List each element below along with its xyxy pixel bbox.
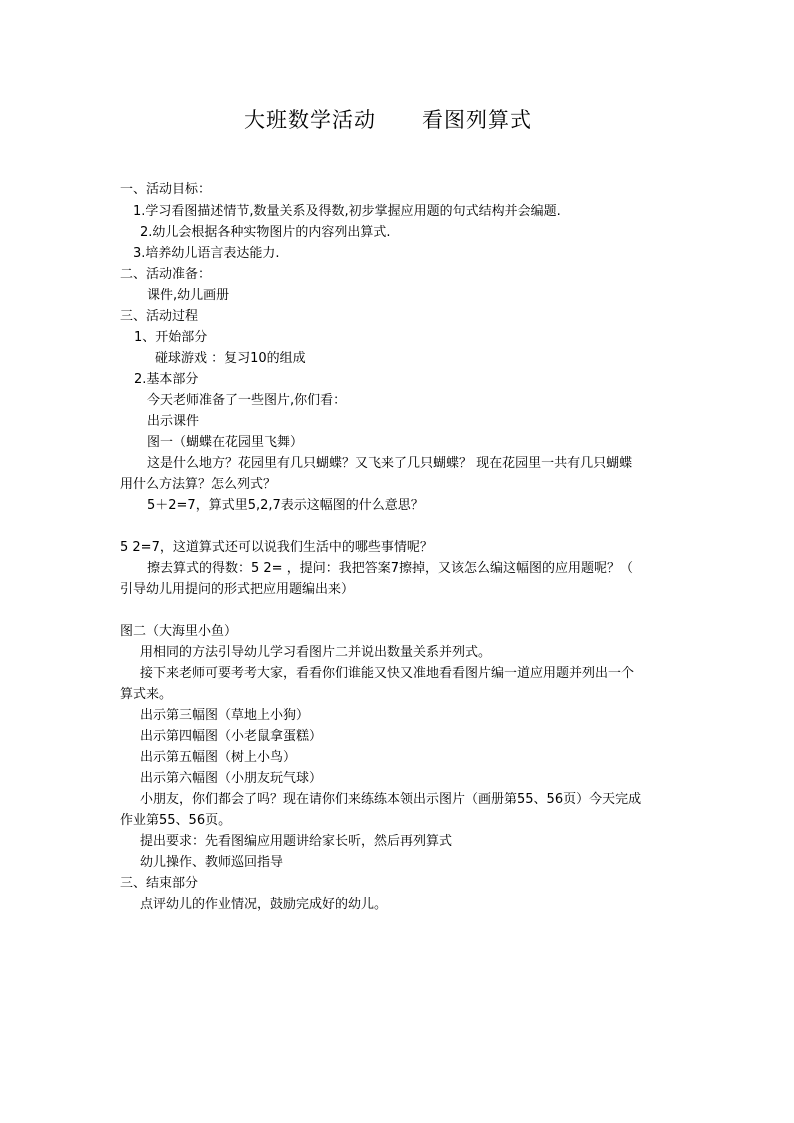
paragraph-line: 幼儿操作、教师巡回指导 — [140, 855, 284, 870]
paragraph-line: 出示课件 — [147, 414, 200, 429]
paragraph-line: 算式来。 — [120, 687, 173, 702]
process-part-1-heading: 1、开始部分 — [134, 330, 208, 345]
goal-item-2: 2.幼儿会根据各种实物图片的内容列出算式. — [140, 225, 391, 240]
title-part-1: 大班数学活动 — [244, 108, 376, 132]
paragraph-line: 引导幼儿用提问的形式把应用题编出来） — [120, 582, 355, 597]
paragraph-line: 擦去算式的得数：5 2= ，提问：我把答案7擦掉，又该怎么编这幅图的应用题呢？（ — [147, 561, 633, 576]
process-part-1-text: 碰球游戏 ：复习10的组成 — [155, 351, 306, 366]
process-part-2-heading: 2.基本部分 — [134, 372, 199, 387]
document-title — [244, 104, 532, 134]
section-heading-goals: 一、活动目标： — [120, 182, 212, 197]
paragraph-line: 图二（大海里小鱼） — [120, 624, 238, 639]
paragraph-line: 出示第五幅图（树上小鸟） — [140, 750, 297, 765]
paragraph-line: 作业第55、56页。 — [120, 813, 232, 828]
paragraph-line: 出示第六幅图（小朋友玩气球） — [140, 771, 323, 786]
paragraph-line: 出示第三幅图（草地上小狗） — [140, 708, 310, 723]
goal-item-3: 3.培养幼儿语言表达能力. — [133, 246, 280, 261]
paragraph-line: 出示第四幅图（小老鼠拿蛋糕） — [140, 729, 323, 744]
paragraph-line: 图一（蝴蝶在花园里飞舞） — [147, 435, 304, 450]
paragraph-line: 用相同的方法引导幼儿学习看图片二并说出数量关系并列式。 — [140, 645, 492, 660]
preparation-text: 课件,幼儿画册 — [147, 288, 230, 303]
section-heading-ending: 三、结束部分 — [120, 876, 199, 891]
section-heading-process: 三、活动过程 — [120, 309, 199, 324]
paragraph-line: 5 2=7，这道算式还可以说我们生活中的哪些事情呢？ — [120, 540, 433, 555]
paragraph-line: 接下来老师可要考考大家，看看你们谁能又快又准地看看图片编一道应用题并列出一个 — [140, 666, 635, 681]
paragraph-line: 用什么方法算？怎么列式？ — [120, 477, 277, 492]
section-heading-preparation: 二、活动准备： — [120, 267, 212, 282]
paragraph-line: 5＋2=7，算式里5,2,7表示这幅图的什么意思？ — [147, 498, 424, 513]
paragraph-line: 今天老师准备了一些图片,你们看： — [147, 393, 347, 408]
title-part-2: 看图列算式 — [422, 108, 532, 132]
paragraph-line: 提出要求：先看图编应用题讲给家长听，然后再列算式 — [140, 834, 453, 849]
paragraph-line: 这是什么地方？花园里有几只蝴蝶？又飞来了几只蝴蝶？ 现在花园里一共有几只蝴蝶 — [147, 456, 633, 471]
goal-item-1: 1.学习看图描述情节,数量关系及得数,初步掌握应用题的句式结构并会编题. — [133, 204, 561, 219]
paragraph-line: 点评幼儿的作业情况，鼓励完成好的幼儿。 — [140, 897, 388, 912]
paragraph-line: 小朋友，你们都会了吗？现在请你们来练练本领出示图片（画册第55、56页）今天完成 — [140, 792, 642, 807]
